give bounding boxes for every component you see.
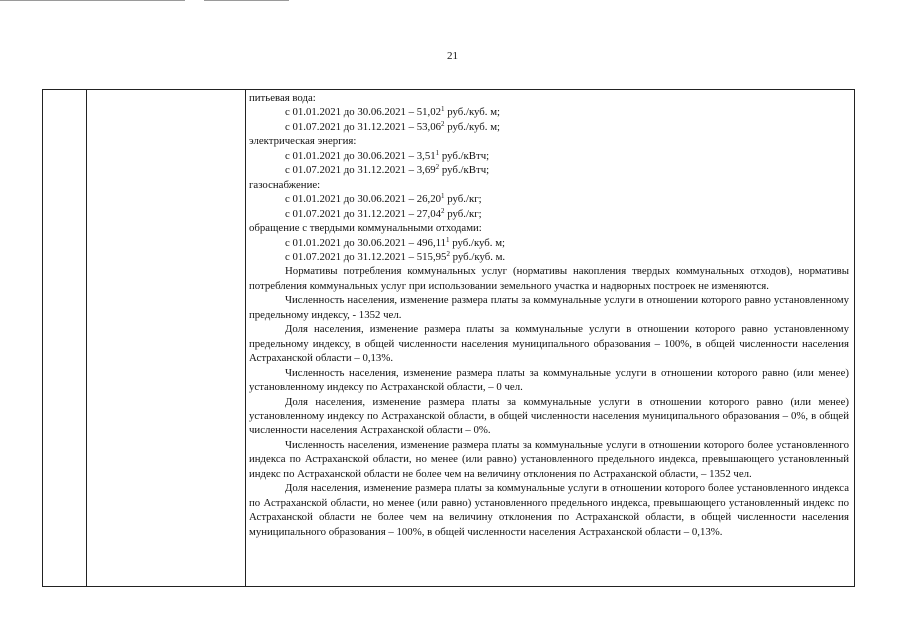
waste-heading: обращение с твердыми коммунальными отходами: <box>249 222 482 235</box>
document-table <box>42 89 855 587</box>
water-heading: питьевая вода: <box>249 92 316 104</box>
electric-rate-h1: с 01.01.2021 до 30.06.2021 – 3,51$^1$ руб./кВтч; <box>285 148 490 162</box>
waste-rate-h1: с 01.01.2021 до 30.06.2021 – 496,11$^1$ руб./куб. м; <box>285 235 506 249</box>
electric-rate-h2: с 01.07.2021 до 31.12.2021 – 3,69$^2$ руб./кВтч; <box>285 163 490 177</box>
paragraph-share-below-index: Доля населения, изменение размера платы за коммунальные услуги в отношении которого равно (или менее) установленному индексу по Астраханской области, в общей численности населения муниципального образования – 0%, в общей численности населения Астраханской области – 0%. <box>249 395 849 437</box>
paragraph-norms: Нормативы потребления коммунальных услуг (нормативы накопления твердых коммунальных отходов), нормативы потребления коммунальных услуг при использовании земельного участка и надворных построек не изменяются. <box>249 265 849 292</box>
paragraph-share-above-index: Доля населения, изменение размера платы за коммунальные услуги в отношении которого более установленного индекса по Астраханской области, но менее (или равно) установленного предельного индекса, превышающего установленный индекс по Астраханской области не более чем на величину отклонения по Астраханской области, в общей численности населения муниципального образования – 100%, в общей численности населения Астраханской области – 0,13%. <box>249 482 849 538</box>
water-rate-h2: с 01.07.2021 до 31.12.2021 – 53,06$^2$ руб./куб. м; <box>285 119 501 133</box>
column-divider <box>86 90 87 586</box>
gas-rate-h1: с 01.01.2021 до 30.06.2021 – 26,20$^1$ руб./кг; <box>285 192 482 206</box>
scan-edge-line <box>204 0 289 1</box>
paragraph-population-above-index: Численность населения, изменение размера платы за коммунальные услуги в отношении которого более установленного индекса по Астраханской области, но менее (или равно) установленного предельного индекса, превышающего установленный индекс по Астраханской области не более чем на величину отклонения по Астраханской области, – 1352 чел. <box>249 438 849 480</box>
paragraph-population-below-index: Численность населения, изменение размера платы за коммунальные услуги в отношении которого равно (или менее) установленному индексу по Астраханской области, – 0 чел. <box>249 366 849 394</box>
paragraph-share-equal-limit: Доля населения, изменение размера платы за коммунальные услуги в отношении которого равно установленному предельному индексу, в общей численности населения муниципального образования – 100%, в общей численности населения Астраханской области – 0,13%. <box>249 323 849 365</box>
water-rate-h1: с 01.01.2021 до 30.06.2021 – 51,02$^1$ руб./куб. м; <box>285 105 501 119</box>
gas-heading: газоснабжение: <box>249 178 321 191</box>
electric-heading: электрическая энергия: <box>249 135 357 148</box>
paragraph-population-equal-limit: Численность населения, изменение размера платы за коммунальные услуги в отношении которого равно установленному предельному индексу, - 1352 чел. <box>249 294 849 321</box>
scan-edge-line <box>0 0 185 1</box>
page-number: 21 <box>447 50 458 62</box>
column-divider <box>245 90 246 586</box>
gas-rate-h2: с 01.07.2021 до 31.12.2021 – 27,04$^2$ руб./кг; <box>285 206 482 220</box>
table-cell-content <box>249 91 849 539</box>
waste-rate-h2: с 01.07.2021 до 31.12.2021 – 515,95$^2$ руб./куб. м. <box>285 249 506 263</box>
